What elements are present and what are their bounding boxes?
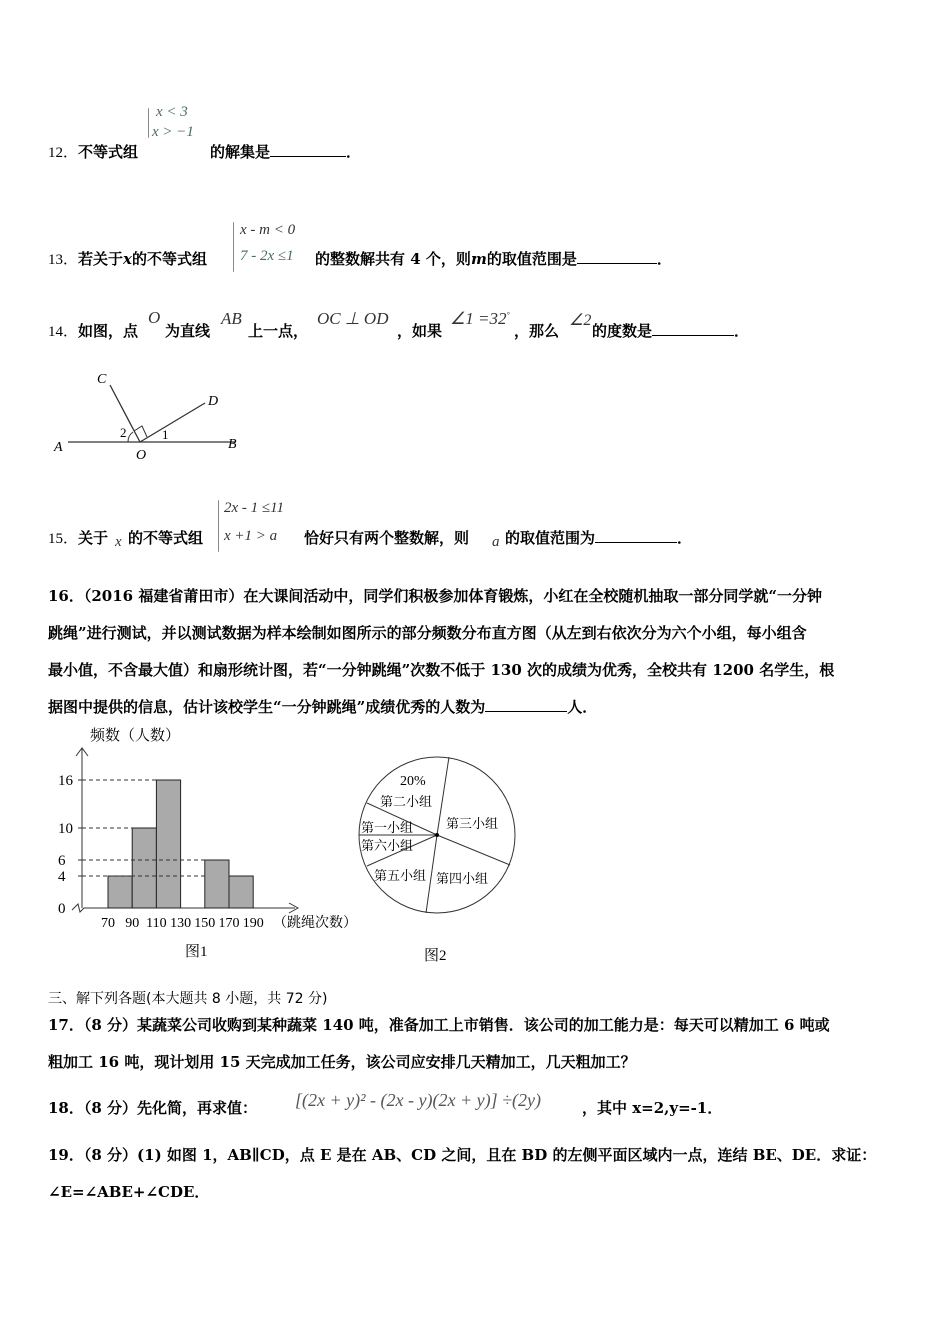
- q-text: 的解集是: [210, 143, 271, 161]
- pie-label-2: 第二小组: [380, 794, 433, 809]
- q-text: 的不等式组: [128, 529, 204, 547]
- q-text-line: 据图中提供的信息，估计该校学生“一分钟跳绳”成绩优秀的人数为: [48, 698, 486, 716]
- pie-annotation-20pct: 20%: [400, 774, 426, 789]
- q-text: 的度数是: [592, 322, 653, 340]
- x-tick-label: 70: [101, 916, 115, 931]
- line-ab: AB: [221, 309, 242, 328]
- period: ．: [656, 250, 672, 268]
- x-tick-label: 170: [218, 916, 240, 931]
- q-text: 如图，点: [78, 322, 139, 340]
- q-text-line: 跳绳”进行测试，并以测试数据为样本绘制如图所示的部分频数分布直方图（从左到右依次分为六个小组，每小组含: [48, 624, 807, 642]
- inequality-2: x > −1: [152, 124, 194, 140]
- perpendicular-expr: OC ⊥ OD: [317, 309, 389, 328]
- brace: [148, 108, 149, 138]
- q-number-4: 4: [410, 250, 421, 268]
- histogram-bar: [229, 876, 253, 908]
- period: ．: [734, 322, 750, 340]
- histogram-bar: [156, 780, 180, 908]
- q-text: 的不等式组: [131, 250, 207, 268]
- var-x: x: [115, 534, 122, 550]
- inequality-2: x +1 > a: [224, 528, 278, 544]
- inequality-1: x - m < 0: [240, 222, 296, 238]
- chart-title: 图2: [424, 948, 447, 964]
- q-text: 18．（8 分）先化简，再求值：: [48, 1099, 258, 1117]
- inequality-1: 2x - 1 ≤11: [224, 500, 285, 516]
- brace: [233, 222, 234, 272]
- q-number: 12．: [48, 145, 79, 161]
- y-tick-label: 4: [58, 869, 66, 885]
- q-text: 的整数解共有: [315, 250, 406, 268]
- var-m: m: [470, 250, 487, 268]
- var-a: a: [492, 534, 500, 550]
- brace: [218, 500, 219, 552]
- section-heading: 三、解下列各题(本大题共 8 小题，共 72 分): [48, 991, 328, 1007]
- y-tick-label: 16: [58, 773, 73, 789]
- q-text-line: 16．（2016 福建省莆田市）在大课间活动中，同学们积极参加体育锻炼，小红在全校随机抽取一部分同学就“一分钟: [48, 587, 822, 605]
- y-axis-label: 频数（人数）: [90, 728, 181, 744]
- pie-label-3: 第三小组: [446, 816, 499, 831]
- answer-blank[interactable]: [485, 696, 567, 712]
- x-tick-label: 150: [194, 916, 216, 931]
- q-number: 15．: [48, 531, 79, 547]
- pie-label-4: 第四小组: [436, 871, 489, 886]
- point-o: O: [148, 308, 161, 327]
- q-text: 的取值范围是: [486, 250, 577, 268]
- angle2-expr: ∠2: [569, 312, 592, 329]
- q-text: 不等式组: [78, 143, 139, 161]
- q-text-line: 19．（8 分）(1) 如图 1，AB∥CD，点 E 是在 AB、CD 之间，且在 BD 的左侧平面区域内一点，连结 BE、DE．求证：: [48, 1146, 877, 1164]
- histogram-chart: [40, 720, 380, 970]
- y-tick-label: 6: [58, 853, 66, 869]
- period: ．: [346, 143, 362, 161]
- pie-label-5: 第五小组: [374, 868, 427, 883]
- y-tick-label: 10: [58, 821, 73, 837]
- label-b: B: [228, 437, 237, 452]
- pie-label-1: 第一小组: [361, 820, 414, 835]
- inequality-2: 7 - 2x ≤1: [240, 248, 294, 264]
- q-text: ，如果: [397, 322, 443, 340]
- q-text: 上一点，: [248, 322, 309, 340]
- answer-blank[interactable]: [577, 248, 657, 264]
- period: ．: [677, 529, 693, 547]
- pie-label-6: 第六小组: [361, 838, 414, 853]
- math-expression: [(2x + y)² - (2x - y)(2x + y)] ÷(2y): [295, 1090, 541, 1110]
- q-text: 关于: [78, 529, 109, 547]
- label-c: C: [97, 372, 107, 387]
- var-x: x: [123, 250, 132, 268]
- inequality-1: x < 3: [156, 104, 188, 120]
- q-text: 若关于: [78, 250, 124, 268]
- q-text: ，其中 x=2,y=-1．: [582, 1099, 723, 1117]
- histogram-bar: [108, 876, 132, 908]
- q-text: ，那么: [514, 322, 560, 340]
- pie-chart: [350, 750, 530, 970]
- chart-title: 图1: [185, 944, 208, 960]
- answer-blank[interactable]: [595, 527, 677, 543]
- label-d: D: [208, 394, 219, 409]
- x-tick-label: 130: [170, 916, 192, 931]
- q-text: 的取值范围为: [505, 529, 596, 547]
- x-tick-label: 90: [125, 916, 140, 931]
- q-text: 恰好只有两个整数解，则: [304, 529, 470, 547]
- y-tick-label: 0: [58, 901, 66, 917]
- angle-figure: [50, 365, 250, 465]
- x-axis: [72, 904, 295, 912]
- answer-blank[interactable]: [270, 141, 346, 157]
- label-angle-1: 1: [162, 427, 169, 442]
- label-o: O: [136, 448, 147, 463]
- label-a: A: [54, 440, 63, 455]
- q-text-line: 最小值，不含最大值）和扇形统计图，若“一分钟跳绳”次数不低于 130 次的成绩为优秀，全校共有 1200 名学生，根: [48, 661, 835, 679]
- x-tick-label: 190: [242, 916, 264, 931]
- label-angle-2: 2: [120, 425, 127, 440]
- histogram-bar: [132, 828, 156, 908]
- q-number: 14．: [48, 324, 79, 340]
- q-text: 个，则: [425, 250, 471, 268]
- q-text-line: 17．（8 分）某蔬菜公司收购到某种蔬菜 140 吨，准备加工上市销售．该公司的加工能力是：每天可以精加工 6 吨或: [48, 1016, 830, 1034]
- x-tick-label: 110: [146, 916, 167, 931]
- q-text: 为直线: [165, 322, 211, 340]
- answer-blank[interactable]: [652, 320, 734, 336]
- q-text-line: 粗加工 16 吨，现计划用 15 天完成加工任务，该公司应安排几天精加工，几天粗加工？: [48, 1053, 636, 1071]
- angle1-expr: ∠1 =32°: [450, 309, 510, 328]
- q-text: 人．: [567, 698, 598, 716]
- histogram-bar: [205, 860, 229, 908]
- x-axis-label: （跳绳次数）: [273, 916, 357, 931]
- q-text-line: ∠E=∠ABE+∠CDE．: [48, 1183, 210, 1201]
- q-number: 13．: [48, 252, 79, 268]
